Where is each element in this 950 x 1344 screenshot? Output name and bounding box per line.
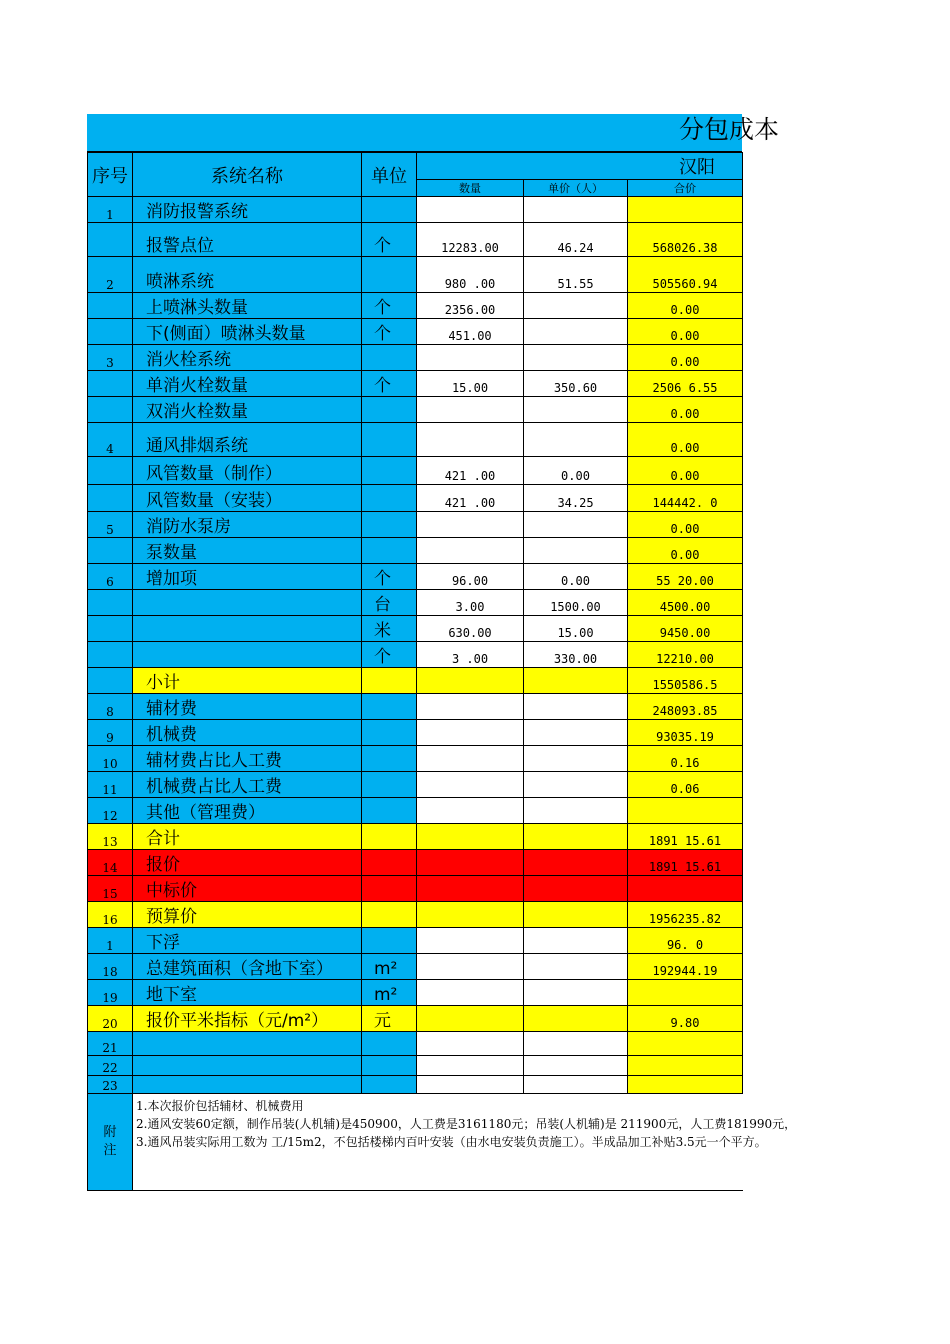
cell-name: 通风排烟系统 — [133, 423, 362, 457]
table-row — [88, 223, 743, 257]
table-row — [88, 746, 743, 772]
cell-price — [524, 1006, 628, 1032]
cell-total: 1891 15.61 — [628, 850, 743, 876]
table-row — [88, 980, 743, 1006]
cell-name: 风管数量（制作） — [133, 457, 362, 485]
cell-unit — [362, 902, 417, 928]
cell-price — [524, 1056, 628, 1076]
cell-price — [524, 694, 628, 720]
cell-idx: 23 — [88, 1076, 133, 1094]
cell-total: 96. 0 — [628, 928, 743, 954]
cell-name — [133, 590, 362, 616]
table-row — [88, 1006, 743, 1032]
table-row — [88, 798, 743, 824]
cell-price — [524, 772, 628, 798]
cell-idx: 15 — [88, 876, 133, 902]
cell-total: 568026.38 — [628, 223, 743, 257]
cell-unit — [362, 746, 417, 772]
cell-unit — [362, 485, 417, 512]
cell-price: 15.00 — [524, 616, 628, 642]
cell-idx — [88, 457, 133, 485]
cell-qty — [417, 668, 524, 694]
cell-price — [524, 1076, 628, 1094]
cell-price — [524, 798, 628, 824]
cell-name: 喷淋系统 — [133, 257, 362, 293]
cell-total: 93035.19 — [628, 720, 743, 746]
cell-idx: 8 — [88, 694, 133, 720]
cell-total: 0.00 — [628, 397, 743, 423]
cell-qty — [417, 928, 524, 954]
header-unit: 单位 — [362, 153, 417, 197]
table-row — [88, 694, 743, 720]
table-row — [88, 538, 743, 564]
cell-unit: m² — [362, 980, 417, 1006]
cell-qty — [417, 1076, 524, 1094]
header-name: 系统名称 — [133, 153, 362, 197]
cell-name: 单消火栓数量 — [133, 371, 362, 397]
cell-unit — [362, 257, 417, 293]
cell-name: 总建筑面积（含地下室） — [133, 954, 362, 980]
cell-total: 2506 6.55 — [628, 371, 743, 397]
cell-qty — [417, 1006, 524, 1032]
cell-total: 0.00 — [628, 319, 743, 345]
cell-price — [524, 197, 628, 223]
cell-qty — [417, 538, 524, 564]
cell-idx: 10 — [88, 746, 133, 772]
cell-unit — [362, 824, 417, 850]
cell-idx: 22 — [88, 1056, 133, 1076]
cell-price — [524, 668, 628, 694]
cell-qty: 3.00 — [417, 590, 524, 616]
cell-unit — [362, 876, 417, 902]
cell-idx: 19 — [88, 980, 133, 1006]
cell-name: 小计 — [133, 668, 362, 694]
cell-unit — [362, 1032, 417, 1056]
cell-price: 46.24 — [524, 223, 628, 257]
table-row — [88, 616, 743, 642]
cell-unit: 米 — [362, 616, 417, 642]
cell-idx — [88, 371, 133, 397]
cell-total: 0.16 — [628, 746, 743, 772]
cell-name: 机械费 — [133, 720, 362, 746]
table-row — [88, 1032, 743, 1056]
table-row — [88, 824, 743, 850]
cell-total — [628, 798, 743, 824]
cell-qty — [417, 954, 524, 980]
cell-unit — [362, 1076, 417, 1094]
table-row — [88, 319, 743, 345]
cell-name: 预算价 — [133, 902, 362, 928]
cell-name — [133, 616, 362, 642]
cell-idx: 14 — [88, 850, 133, 876]
cell-name: 其他（管理费） — [133, 798, 362, 824]
cell-total — [628, 876, 743, 902]
table-row — [88, 590, 743, 616]
cell-price: 0.00 — [524, 564, 628, 590]
table-row — [88, 457, 743, 485]
table-row — [88, 257, 743, 293]
cell-unit — [362, 798, 417, 824]
cell-qty — [417, 772, 524, 798]
cell-total: 0.00 — [628, 457, 743, 485]
cell-unit: 个 — [362, 564, 417, 590]
notes-content — [133, 1094, 797, 1191]
cell-total: 9450.00 — [628, 616, 743, 642]
cell-price — [524, 876, 628, 902]
cell-idx: 6 — [88, 564, 133, 590]
cell-idx: 4 — [88, 423, 133, 457]
cell-qty: 980 .00 — [417, 257, 524, 293]
cell-unit: m² — [362, 954, 417, 980]
cell-qty: 12283.00 — [417, 223, 524, 257]
subheader-total: 合价 — [628, 180, 743, 197]
table-row — [88, 1076, 743, 1094]
cell-idx — [88, 397, 133, 423]
cell-total — [628, 197, 743, 223]
cell-total: 0.00 — [628, 293, 743, 319]
cell-idx — [88, 668, 133, 694]
cell-total — [628, 1056, 743, 1076]
cell-name — [133, 1032, 362, 1056]
cell-total: 192944.19 — [628, 954, 743, 980]
cell-total: 4500.00 — [628, 590, 743, 616]
cell-price — [524, 746, 628, 772]
cell-idx: 13 — [88, 824, 133, 850]
cell-unit — [362, 538, 417, 564]
header-idx: 序号 — [88, 153, 133, 197]
cell-qty: 96.00 — [417, 564, 524, 590]
cell-name — [133, 642, 362, 668]
cell-qty — [417, 197, 524, 223]
cell-price — [524, 345, 628, 371]
cell-qty — [417, 1032, 524, 1056]
cell-unit — [362, 197, 417, 223]
cell-qty — [417, 694, 524, 720]
table-row — [88, 512, 743, 538]
cost-sheet — [87, 114, 797, 1191]
table-row — [88, 928, 743, 954]
table-row — [88, 345, 743, 371]
cell-total: 1956235.82 — [628, 902, 743, 928]
cell-price — [524, 397, 628, 423]
cell-idx — [88, 485, 133, 512]
cell-price — [524, 980, 628, 1006]
table-row — [88, 1056, 743, 1076]
table-row — [88, 371, 743, 397]
cell-name: 消防报警系统 — [133, 197, 362, 223]
cell-name: 报警点位 — [133, 223, 362, 257]
cell-qty — [417, 397, 524, 423]
cell-unit — [362, 694, 417, 720]
note-line-3: 3.通风吊装实际用工数为 工/15m2，不包括楼梯内百叶安装（由水电安装负责施工）。半成品加工补贴3.5元一个平方。 — [136, 1135, 767, 1149]
cell-total: 248093.85 — [628, 694, 743, 720]
cell-unit: 个 — [362, 319, 417, 345]
cell-price: 330.00 — [524, 642, 628, 668]
table-row — [88, 293, 743, 319]
cell-name: 机械费占比人工费 — [133, 772, 362, 798]
cell-qty — [417, 423, 524, 457]
table-row — [88, 720, 743, 746]
cell-idx — [88, 590, 133, 616]
cell-qty — [417, 980, 524, 1006]
note-line-1: 1.本次报价包括辅材、机械费用 — [136, 1099, 304, 1113]
cell-unit: 个 — [362, 293, 417, 319]
cell-name: 上喷淋头数量 — [133, 293, 362, 319]
cell-idx: 20 — [88, 1006, 133, 1032]
cost-table — [87, 152, 797, 1191]
cell-price: 34.25 — [524, 485, 628, 512]
cell-idx: 5 — [88, 512, 133, 538]
cell-qty — [417, 850, 524, 876]
notes-label-text: 附注 — [103, 1125, 117, 1158]
cell-unit — [362, 850, 417, 876]
table-row — [88, 564, 743, 590]
cell-name: 报价平米指标（元/m²） — [133, 1006, 362, 1032]
cell-qty — [417, 824, 524, 850]
cell-idx: 18 — [88, 954, 133, 980]
table-row — [88, 485, 743, 512]
cell-idx: 12 — [88, 798, 133, 824]
cell-total — [628, 1076, 743, 1094]
notes-row — [88, 1094, 743, 1191]
cell-name: 辅材费 — [133, 694, 362, 720]
cell-unit: 个 — [362, 642, 417, 668]
title-bar — [87, 114, 780, 152]
cell-qty — [417, 798, 524, 824]
table-row — [88, 850, 743, 876]
note-line-2: 2.通风安装60定额，制作吊装(人机辅)是450900，人工费是3161180元；吊装(人机辅)是 211900元，人工费181990元， — [136, 1117, 797, 1131]
cell-qty — [417, 902, 524, 928]
table-row — [88, 197, 743, 223]
cell-total: 0.00 — [628, 512, 743, 538]
cell-total — [628, 980, 743, 1006]
cell-price — [524, 954, 628, 980]
cell-name: 合计 — [133, 824, 362, 850]
cell-idx — [88, 642, 133, 668]
cell-price — [524, 1032, 628, 1056]
cell-total — [628, 1032, 743, 1056]
cell-idx — [88, 538, 133, 564]
table-body — [88, 197, 743, 1094]
cell-unit — [362, 397, 417, 423]
cell-idx: 3 — [88, 345, 133, 371]
cell-unit — [362, 772, 417, 798]
cell-qty — [417, 876, 524, 902]
cell-idx: 16 — [88, 902, 133, 928]
cell-name: 消火栓系统 — [133, 345, 362, 371]
cell-idx — [88, 223, 133, 257]
cell-total: 0.00 — [628, 423, 743, 457]
cell-name: 泵数量 — [133, 538, 362, 564]
cell-total: 0.00 — [628, 345, 743, 371]
cell-total: 505560.94 — [628, 257, 743, 293]
cell-idx: 2 — [88, 257, 133, 293]
cell-price — [524, 423, 628, 457]
cell-qty — [417, 512, 524, 538]
subheader-qty: 数量 — [417, 180, 524, 197]
cell-price — [524, 850, 628, 876]
cell-idx: 1 — [88, 197, 133, 223]
subheader-price: 单价（人） — [524, 180, 628, 197]
notes-label — [88, 1094, 133, 1191]
cell-unit: 元 — [362, 1006, 417, 1032]
cell-qty — [417, 1056, 524, 1076]
cell-qty — [417, 720, 524, 746]
cell-unit — [362, 928, 417, 954]
cell-name: 中标价 — [133, 876, 362, 902]
cell-qty: 15.00 — [417, 371, 524, 397]
cell-idx — [88, 293, 133, 319]
cell-price — [524, 928, 628, 954]
cell-total: 1550586.5 — [628, 668, 743, 694]
cell-unit — [362, 720, 417, 746]
cell-price — [524, 902, 628, 928]
cell-qty: 3 .00 — [417, 642, 524, 668]
cell-total: 12210.00 — [628, 642, 743, 668]
cell-unit — [362, 457, 417, 485]
cell-name: 下浮 — [133, 928, 362, 954]
cell-unit — [362, 1056, 417, 1076]
table-row — [88, 668, 743, 694]
cell-total: 55 20.00 — [628, 564, 743, 590]
cell-name: 地下室 — [133, 980, 362, 1006]
cell-qty: 451.00 — [417, 319, 524, 345]
cell-price: 1500.00 — [524, 590, 628, 616]
cell-price — [524, 293, 628, 319]
cell-price — [524, 512, 628, 538]
cell-price — [524, 319, 628, 345]
cell-price: 51.55 — [524, 257, 628, 293]
cell-total: 0.06 — [628, 772, 743, 798]
cell-name — [133, 1076, 362, 1094]
cell-unit — [362, 345, 417, 371]
table-row — [88, 902, 743, 928]
table-row — [88, 876, 743, 902]
cell-unit: 个 — [362, 223, 417, 257]
cell-name: 下(侧面）喷淋头数量 — [133, 319, 362, 345]
header-row — [88, 153, 743, 180]
table-row — [88, 423, 743, 457]
cell-qty: 2356.00 — [417, 293, 524, 319]
cell-name — [133, 1056, 362, 1076]
cell-unit — [362, 423, 417, 457]
cell-qty — [417, 345, 524, 371]
table-row — [88, 954, 743, 980]
cell-idx: 11 — [88, 772, 133, 798]
cell-idx — [88, 319, 133, 345]
cell-price: 350.60 — [524, 371, 628, 397]
cell-unit: 个 — [362, 371, 417, 397]
cell-price — [524, 720, 628, 746]
cell-price — [524, 538, 628, 564]
cell-qty: 421 .00 — [417, 457, 524, 485]
cell-name: 消防水泵房 — [133, 512, 362, 538]
table-row — [88, 642, 743, 668]
cell-name: 风管数量（安装） — [133, 485, 362, 512]
table-row — [88, 772, 743, 798]
cell-idx: 1 — [88, 928, 133, 954]
cell-price: 0.00 — [524, 457, 628, 485]
cell-total: 144442. 0 — [628, 485, 743, 512]
cell-unit — [362, 668, 417, 694]
sheet-title: 分包成本 — [679, 115, 780, 144]
cell-price — [524, 824, 628, 850]
cell-qty: 630.00 — [417, 616, 524, 642]
cell-unit — [362, 512, 417, 538]
cell-idx: 9 — [88, 720, 133, 746]
cell-total: 9.80 — [628, 1006, 743, 1032]
cell-total: 1891 15.61 — [628, 824, 743, 850]
cell-name: 增加项 — [133, 564, 362, 590]
cell-name: 报价 — [133, 850, 362, 876]
cell-idx: 21 — [88, 1032, 133, 1056]
cell-qty — [417, 746, 524, 772]
cell-name: 双消火栓数量 — [133, 397, 362, 423]
header-city: 汉阳 — [417, 153, 743, 180]
table-row — [88, 397, 743, 423]
cell-idx — [88, 616, 133, 642]
cell-qty: 421 .00 — [417, 485, 524, 512]
cell-unit: 台 — [362, 590, 417, 616]
cell-name: 辅材费占比人工费 — [133, 746, 362, 772]
cell-total: 0.00 — [628, 538, 743, 564]
